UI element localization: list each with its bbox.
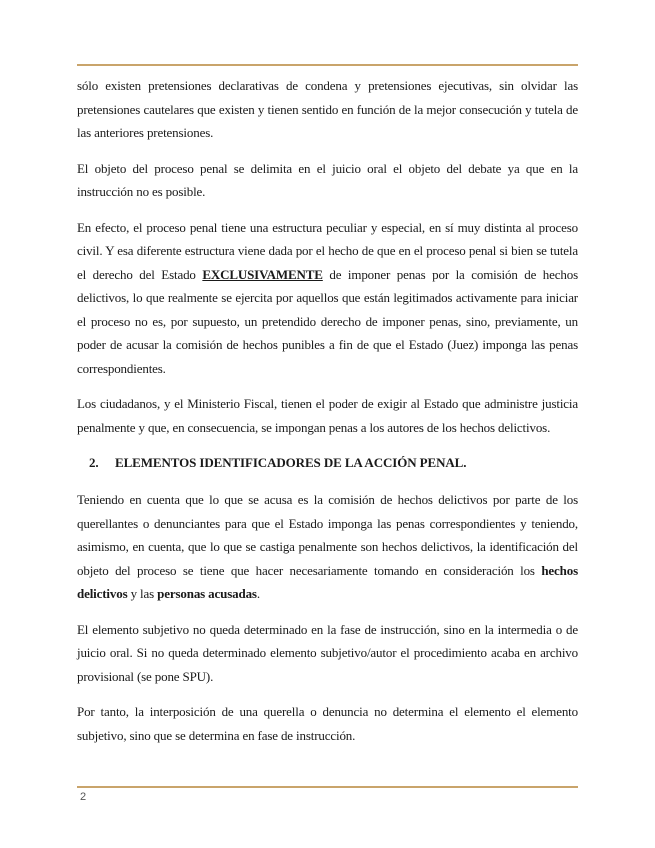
emphasis-exclusivamente: EXCLUSIVAMENTE bbox=[202, 266, 323, 282]
paragraph-ciudadanos: Los ciudadanos, y el Ministerio Fiscal, tienen el poder de exigir al Estado que administre justicia penalmente y que, en consecuencia, se impongan penas a los autores de los hechos delictivos. bbox=[77, 396, 578, 435]
bold-personas-acusadas: personas acusadas bbox=[157, 586, 257, 601]
paragraph-identificacion-objeto bbox=[77, 488, 578, 606]
header-rule bbox=[77, 64, 578, 66]
text-run: . bbox=[256, 586, 260, 601]
paragraph-pretensiones: sólo existen pretensiones declarativas de condena y pretensiones ejecutivas, sin olvidar las pretensiones cautelares que existen y tienen sentido en función de la mejor consecución y tutela de las anteriores pretensiones. bbox=[77, 78, 578, 140]
bold-hechos-delictivos: hechos delictivos bbox=[77, 562, 578, 601]
paragraph-elemento-subjetivo: El elemento subjetivo no queda determinado en la fase de instrucción, sino en la intermedia o de juicio oral. Si no queda determinado elemento subjetivo/autor el procedimiento acaba en archivo provisional (se pone SPU). bbox=[77, 621, 578, 684]
paragraph-estructura-proceso bbox=[77, 216, 578, 381]
text-run: de imponer penas por la comisión de hechos delictivos, lo que realmente se ejercita por aquellos que están legitimados activamente para iniciar el proceso no es, por supuesto, un pretendido derecho de imponer penas, sino, previamente, un poder de acusar la comisión de hechos punibles a fin de que el Estado (Juez) imponga las penas correspondientes. bbox=[77, 266, 578, 376]
text-run: En efecto, el proceso penal tiene una estructura peculiar y especial, en sí muy distinta al proceso civil. Y esa diferente estructura viene dada por el hecho de que en el proceso penal si bien se tutela el derecho del Estado bbox=[77, 219, 578, 282]
section-number: 2. bbox=[89, 455, 99, 470]
paragraph-interposicion-querella: Por tanto, la interposición de una querella o denuncia no determina el elemento el elemento subjetivo, sino que se determina en fase de instrucción. bbox=[77, 704, 578, 743]
page-number: 2 bbox=[80, 791, 87, 803]
text-run: Teniendo en cuenta que lo que se acusa es la comisión de hechos delictivos por parte de los querellantes o denunciantes para que el Estado imponga las penas correspondientes y teniendo, asimismo, en cuenta, que lo que se castiga penalmente son hechos delictivos, la identificación del objeto del proceso se tiene que hacer necesariamente tomando en consideración los bbox=[77, 492, 578, 578]
section-heading bbox=[77, 451, 578, 474]
document-body bbox=[77, 74, 578, 747]
text-run: y las bbox=[127, 586, 158, 601]
footer-rule bbox=[77, 786, 578, 788]
section-title: ELEMENTOS IDENTIFICADORES DE LA ACCIÓN PENAL. bbox=[115, 455, 467, 470]
paragraph-objeto-proceso: El objeto del proceso penal se delimita en el juicio oral el objeto del debate ya que en la instrucción no es posible. bbox=[77, 160, 578, 199]
